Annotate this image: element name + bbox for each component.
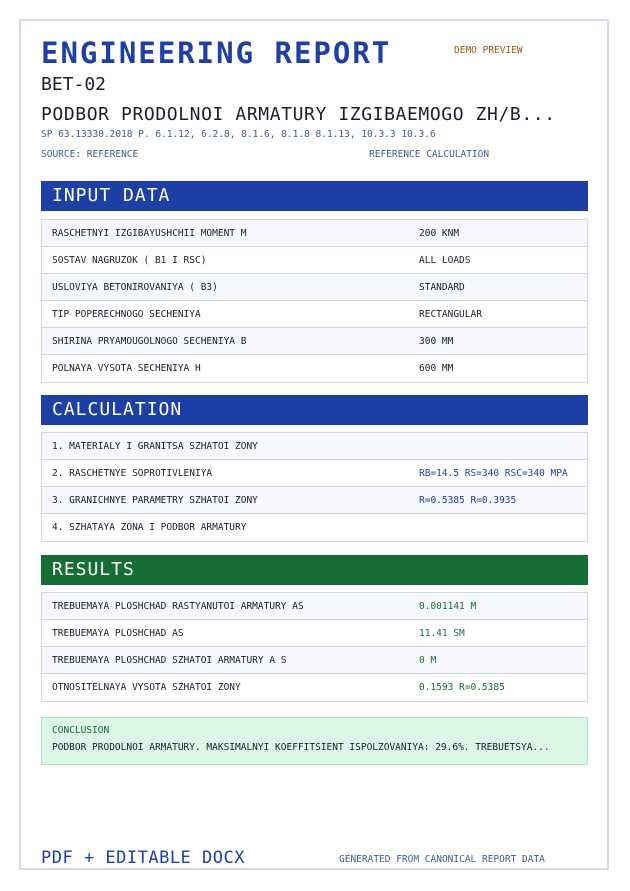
row-value: 600 MM <box>419 363 454 374</box>
result-value: 11.41 SM <box>419 628 465 639</box>
table-row <box>42 355 587 382</box>
table-row <box>42 274 587 301</box>
row-value: RECTANGULAR <box>419 309 482 320</box>
table-row <box>42 301 587 328</box>
export-formats: PDF + EDITABLE DOCX <box>41 848 245 868</box>
row-value: STANDARD <box>419 282 465 293</box>
report-code: BET-02 <box>41 74 107 95</box>
step-label: 3. GRANICHNYE PARAMETRY SZHATOI ZONY <box>52 495 258 506</box>
conclusion-text: PODBOR PRODOLNOI ARMATURY. MAKSIMALNYI KOEFFITSIENT ISPOLZOVANIYA: 29.6%. TREBUETSYA... <box>52 742 550 753</box>
step-label: 2. RASCHETNYE SOPROTIVLENIYA <box>52 468 213 479</box>
calculation-type-label: REFERENCE CALCULATION <box>369 149 490 160</box>
table-row <box>42 487 587 514</box>
step-label: 4. SZHATAYA ZONA I PODBOR ARMATURY <box>52 522 247 533</box>
result-label: TREBUEMAYA PLOSHCHAD AS <box>52 628 184 639</box>
demo-preview-label: DEMO PREVIEW <box>454 45 523 56</box>
conclusion-box <box>41 717 588 765</box>
row-label: USLOVIYA BETONIROVANIYA ( B3) <box>52 282 218 293</box>
step-value: RB=14.5 RS=340 RSC=340 MPA <box>419 468 568 479</box>
table-row <box>42 593 587 620</box>
table-row <box>42 620 587 647</box>
conclusion-label: CONCLUSION <box>52 725 110 736</box>
row-label: RASCHETNYI IZGIBAYUSHCHII MOMENT M <box>52 228 247 239</box>
step-label: 1. MATERIALY I GRANITSA SZHATOI ZONY <box>52 441 258 452</box>
step-value: R=0.5385 R=0.3935 <box>419 495 517 506</box>
input-data-table <box>41 219 588 383</box>
row-value: 200 KNM <box>419 228 460 239</box>
calculation-heading: CALCULATION <box>41 395 588 425</box>
footer-note: GENERATED FROM CANONICAL REPORT DATA <box>339 854 545 865</box>
source-label: SOURCE: REFERENCE <box>41 149 139 160</box>
result-label: OTNOSITELNAYA VYSOTA SZHATOI ZONY <box>52 682 241 693</box>
result-label: TREBUEMAYA PLOSHCHAD RASTYANUTOI ARMATURY AS <box>52 601 304 612</box>
result-value: 0.1593 R=0.5385 <box>419 682 505 693</box>
result-value: 0.001141 M <box>419 601 477 612</box>
input-data-heading: INPUT DATA <box>41 181 588 211</box>
report-subject: PODBOR PRODOLNOI ARMATURY IZGIBAEMOGO ZH/B... <box>41 104 556 125</box>
table-row <box>42 514 587 541</box>
table-row <box>42 433 587 460</box>
table-row <box>42 460 587 487</box>
report-title: ENGINEERING REPORT <box>41 36 392 70</box>
table-row <box>42 220 587 247</box>
table-row <box>42 328 587 355</box>
calculation-table <box>41 432 588 542</box>
code-references: SP 63.13330.2018 P. 6.1.12, 6.2.8, 8.1.6, 8.1.8 8.1.13, 10.3.3 10.3.6 <box>41 129 436 140</box>
results-heading: RESULTS <box>41 555 588 585</box>
table-row <box>42 647 587 674</box>
row-label: SHIRINA PRYAMOUGOLNOGO SECHENIYA B <box>52 336 247 347</box>
result-value: 0 M <box>419 655 437 666</box>
row-value: ALL LOADS <box>419 255 471 266</box>
results-table <box>41 592 588 702</box>
table-row <box>42 674 587 701</box>
row-label: TIP POPERECHNOGO SECHENIYA <box>52 309 201 320</box>
result-label: TREBUEMAYA PLOSHCHAD SZHATOI ARMATURY A S <box>52 655 287 666</box>
row-label: POLNAYA VYSOTA SECHENIYA H <box>52 363 201 374</box>
row-label: SOSTAV NAGRUZOK ( B1 I RSC) <box>52 255 207 266</box>
table-row <box>42 247 587 274</box>
row-value: 300 MM <box>419 336 454 347</box>
